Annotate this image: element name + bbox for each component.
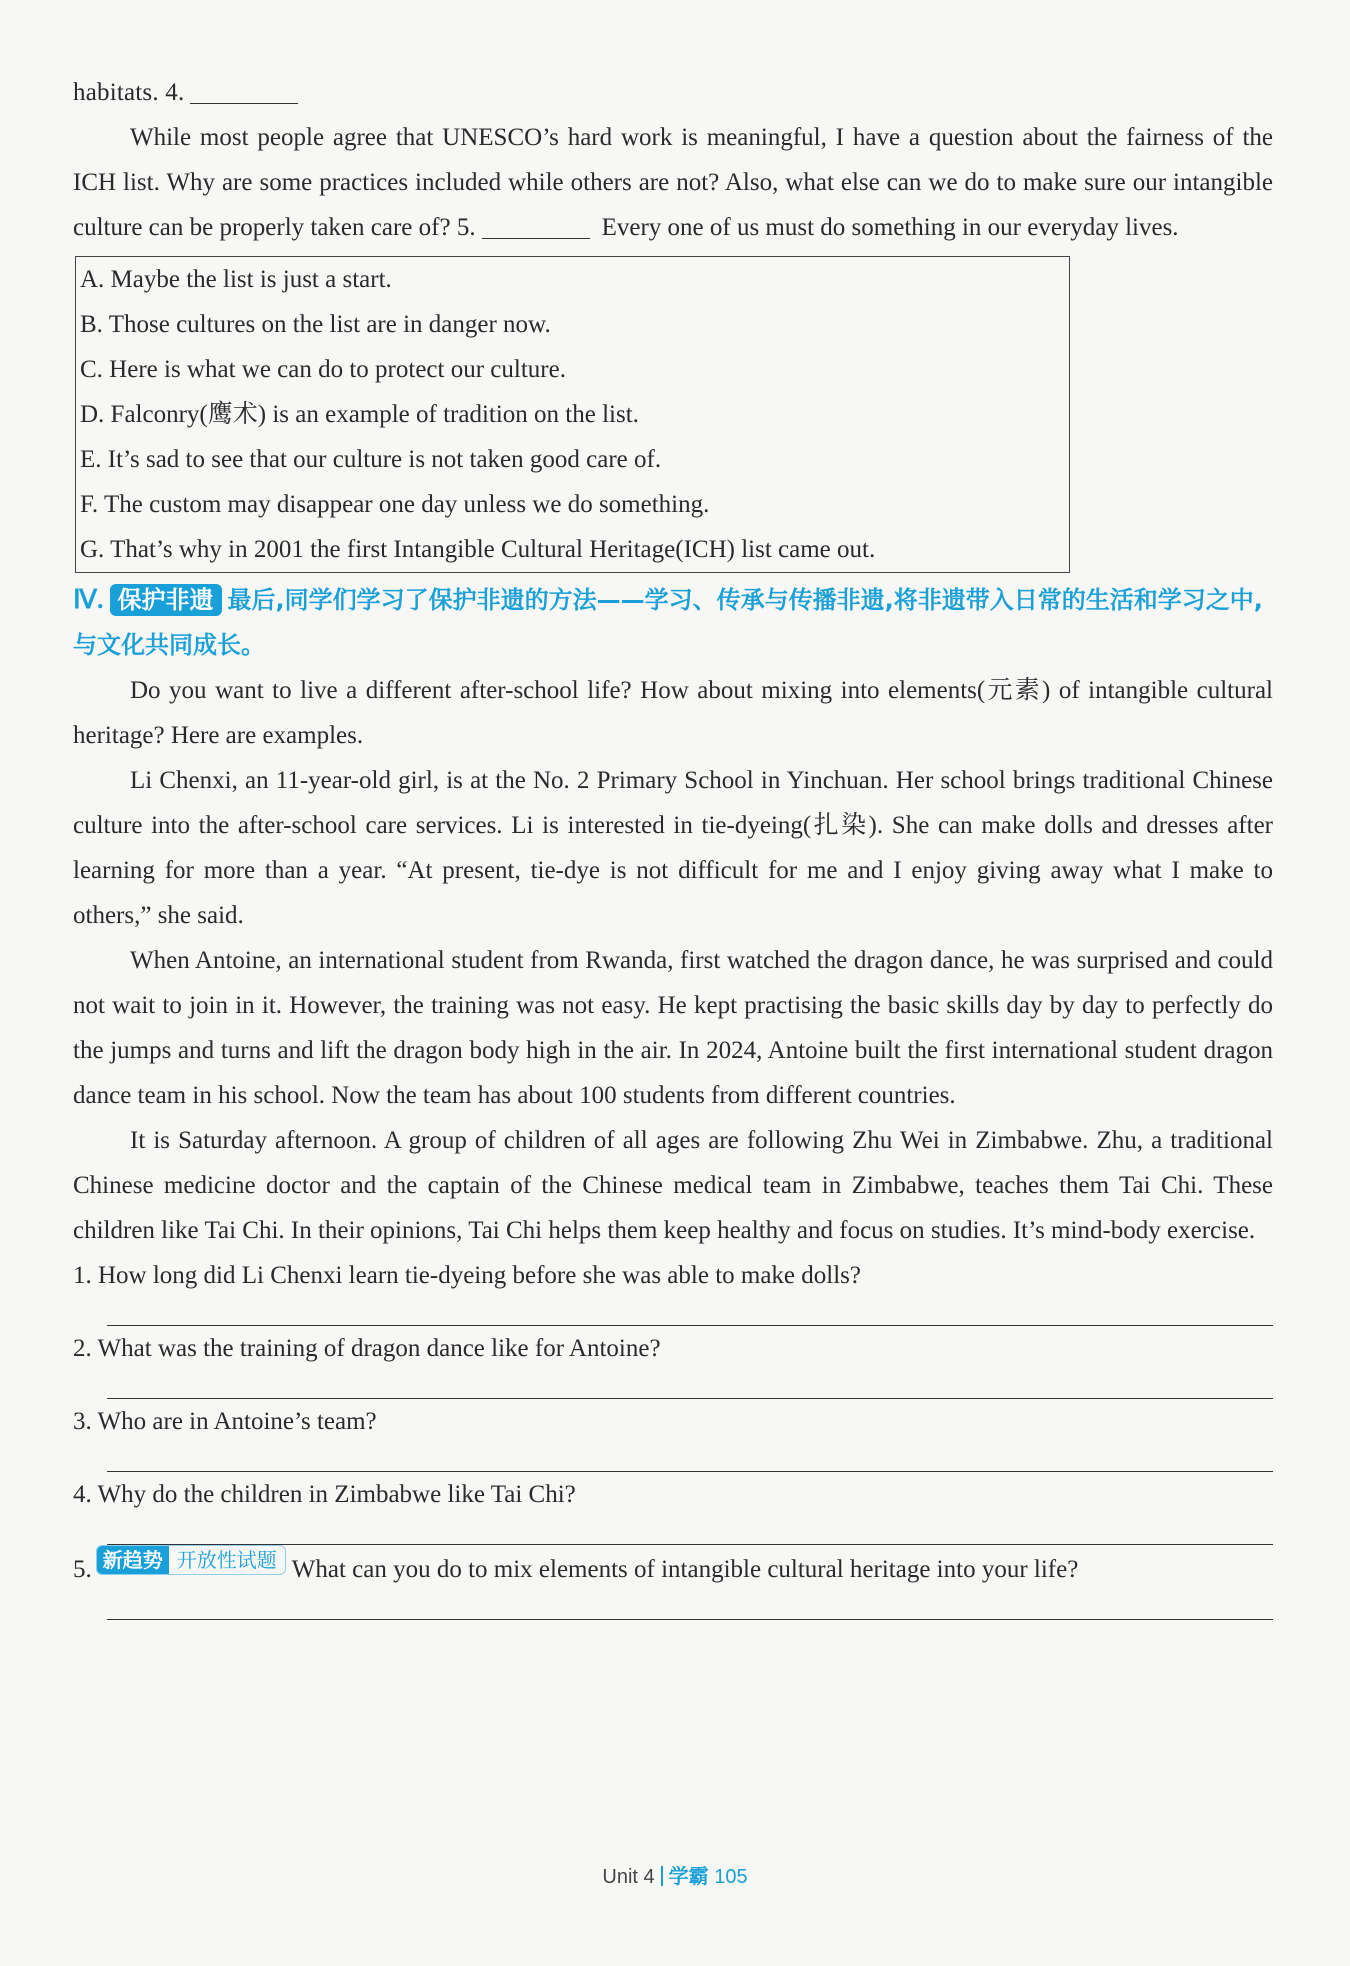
question-text: 2. What was the training of dragon dance like for Antoine? bbox=[73, 1335, 661, 1362]
unit-label: Unit 4 bbox=[602, 1866, 655, 1888]
option-d: D. Falconry(鹰术) is an example of tradition on the list. bbox=[80, 401, 639, 428]
option-b: B. Those cultures on the list are in danger now. bbox=[80, 311, 551, 338]
paragraph: Li Chenxi, an 11-year-old girl, is at the No. 2 Primary School in Yinchuan. Her school brings traditional Chinese culture into the after-school care services. Li is interested in tie-dyeing(扎染). She can make dolls and dresses after learning for more than a year. “At present, tie-dye is not difficult for me and I enjoy giving away what I make to others,” she said. bbox=[73, 767, 1273, 929]
page-number: 105 bbox=[714, 1866, 748, 1888]
option-g: G. That’s why in 2001 the first Intangible Cultural Heritage(ICH) list came out. bbox=[80, 536, 876, 563]
section-instruction: 最后,同学们学习了保护非遗的方法——学习、传承与传播非遗,将非遗带入日常的生活和学习之中,与文化共同成长。 bbox=[73, 586, 1263, 659]
question-text: 4. Why do the children in Zimbabwe like Tai Chi? bbox=[73, 1481, 576, 1508]
paragraph: When Antoine, an international student from Rwanda, first watched the dragon dance, he was surprised and could not wait to join in it. However, the training was not easy. He kept practising the basic skills day by day to perfectly do the jumps and turns and lift the dragon body high in the air. In 2024, Antoine built the first international student dragon dance team in his school. Now the team has about 100 students from different countries. bbox=[73, 947, 1273, 1109]
answer-line[interactable] bbox=[107, 1371, 1273, 1399]
habitats-text: habitats. 4. bbox=[73, 79, 185, 106]
section-tag: 保护非遗 bbox=[110, 584, 222, 616]
answer-line[interactable] bbox=[107, 1298, 1273, 1326]
open-question-badge: 新趋势 开放性试题 bbox=[96, 1545, 286, 1575]
question-text: 3. Who are in Antoine’s team? bbox=[73, 1408, 377, 1435]
page-footer bbox=[0, 1860, 1350, 1889]
options-box bbox=[75, 256, 1070, 573]
option-f: F. The custom may disappear one day unless we do something. bbox=[80, 491, 710, 518]
answer-line[interactable] bbox=[107, 1444, 1273, 1472]
option-e: E. It’s sad to see that our culture is not taken good care of. bbox=[80, 446, 662, 473]
footer-divider bbox=[661, 1866, 663, 1886]
option-a: A. Maybe the list is just a start. bbox=[80, 266, 392, 293]
page-content bbox=[73, 70, 1273, 1620]
option-c: C. Here is what we can do to protect our culture. bbox=[80, 356, 566, 383]
section-heading bbox=[73, 577, 1273, 668]
answer-blank-4[interactable] bbox=[190, 79, 298, 104]
section-number: Ⅳ. bbox=[73, 585, 104, 614]
answer-blank-5[interactable] bbox=[482, 214, 590, 239]
question-text: 1. How long did Li Chenxi learn tie-dyeing before she was able to make dolls? bbox=[73, 1262, 861, 1289]
text-line bbox=[73, 70, 1273, 115]
question-text: 5. 新趋势 开放性试题 What can you do to mix elements of intangible cultural heritage into your life? bbox=[73, 1545, 1273, 1592]
question-1 bbox=[73, 1253, 1273, 1326]
brand-label: 学霸 bbox=[668, 1864, 709, 1888]
answer-line[interactable] bbox=[107, 1517, 1273, 1545]
paragraph: While most people agree that UNESCO’s hard work is meaningful, I have a question about the fairness of the ICH list. Why are some practices included while others are not? Also, what else can we do to make sure our intangible culture can be properly taken care of? 5. Every one of us must do something in our everyday lives. bbox=[73, 124, 1273, 241]
question-5 bbox=[73, 1545, 1273, 1620]
paragraph: Do you want to live a different after-school life? How about mixing into elements(元素) of intangible cultural heritage? Here are examples. bbox=[73, 677, 1273, 749]
paragraph: It is Saturday afternoon. A group of children of all ages are following Zhu Wei in Zimbabwe. Zhu, a traditional Chinese medicine doctor and the captain of the Chinese medical team in Zimbabwe, teaches them Tai Chi. These children like Tai Chi. In their opinions, Tai Chi helps them keep healthy and focus on studies. It’s mind-body exercise. bbox=[73, 1127, 1273, 1244]
question-2 bbox=[73, 1326, 1273, 1399]
answer-line[interactable] bbox=[107, 1592, 1273, 1620]
question-4 bbox=[73, 1472, 1273, 1545]
question-3 bbox=[73, 1399, 1273, 1472]
